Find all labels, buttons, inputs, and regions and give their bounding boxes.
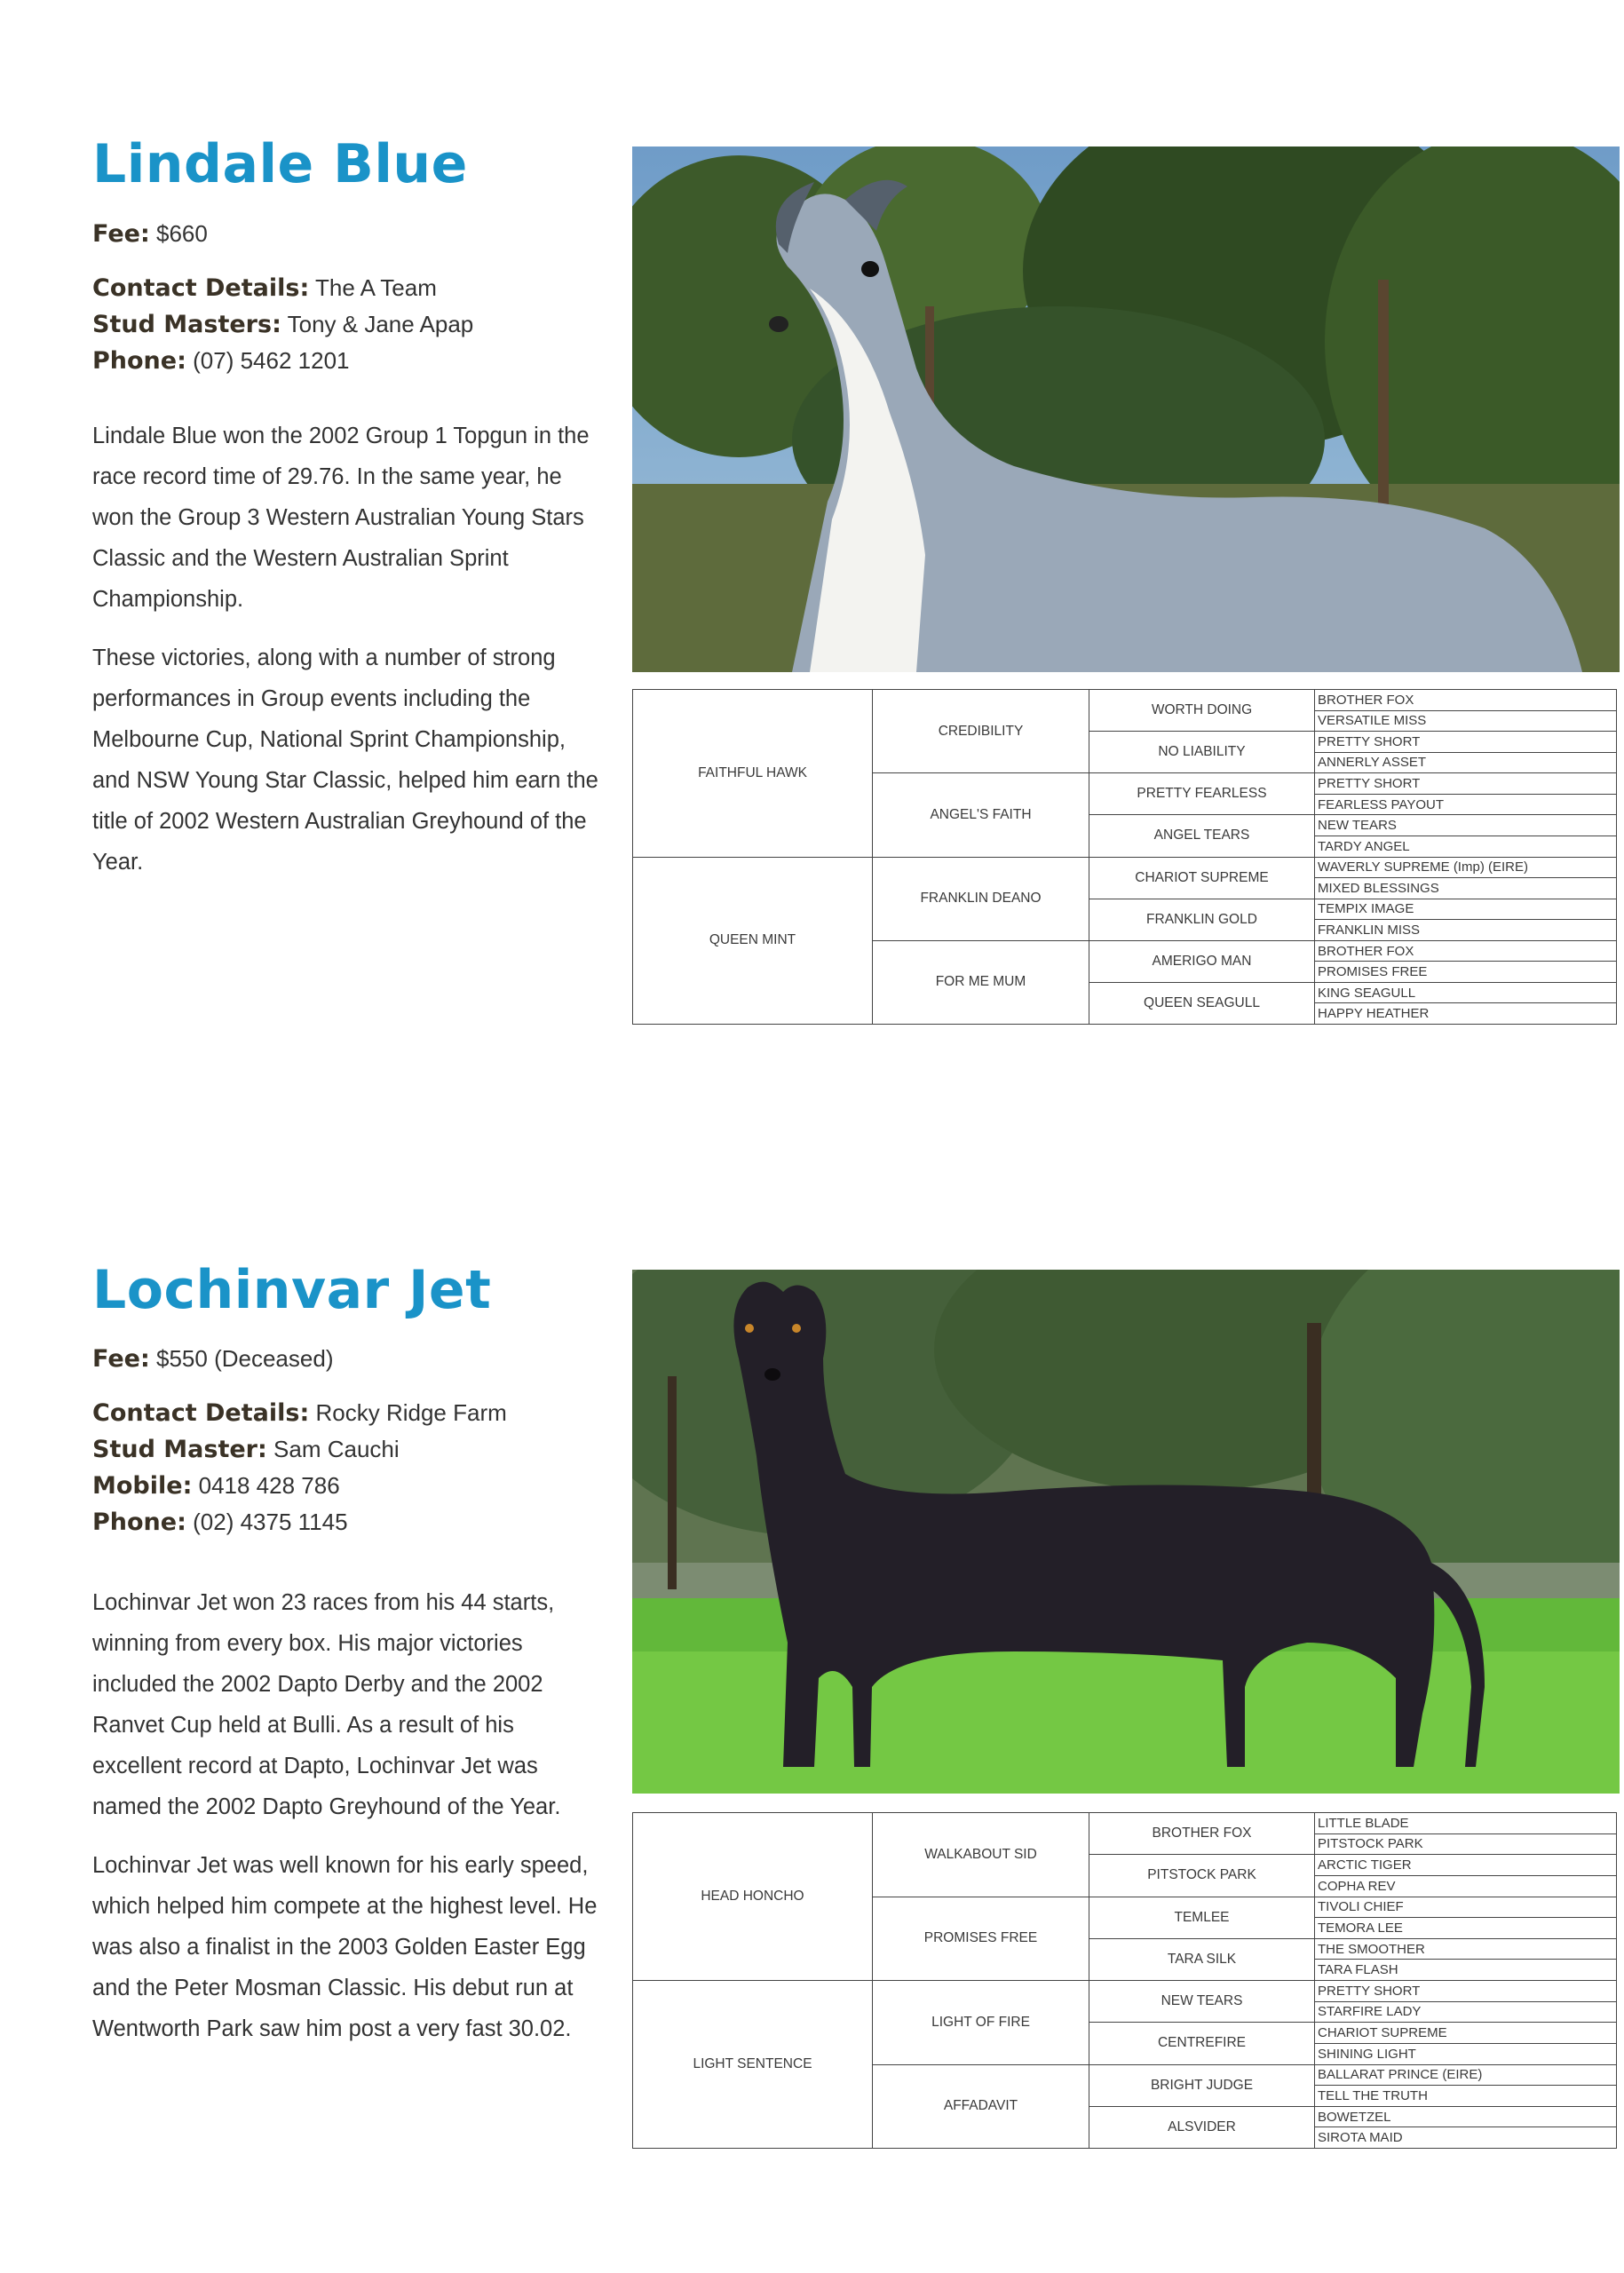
pedigree-ancestor: BOWETZEL: [1315, 2106, 1617, 2127]
dog-photo: [632, 1270, 1620, 1794]
stud-master-line: Stud Master: Sam Cauchi: [92, 1436, 400, 1463]
pedigree-ancestor: TEMPIX IMAGE: [1315, 899, 1617, 920]
pedigree-great-grandparent: NEW TEARS: [1089, 1981, 1315, 2023]
pedigree-ancestor: PRETTY SHORT: [1315, 1981, 1617, 2002]
description-paragraph: Lochinvar Jet won 23 races from his 44 starts, winning from every box. His major victories included the 2002 Dapto Derby and the 2002 Ranvet Cup held at Bulli. As a result of his excellent record at Dapto, Lochinvar Jet was named the 2002 Dapto Greyhound of the Year.: [92, 1590, 561, 1819]
pedigree-great-grandparent: TEMLEE: [1089, 1897, 1315, 1938]
phone-line: Phone: (07) 5462 1201: [92, 347, 350, 375]
pedigree-ancestor: ANNERLY ASSET: [1315, 752, 1617, 773]
pedigree-ancestor: PRETTY SHORT: [1315, 732, 1617, 753]
phone-line: Phone: (02) 4375 1145: [92, 1509, 348, 1536]
pedigree-table: [632, 1812, 1617, 2149]
pedigree-grandparent: PROMISES FREE: [873, 1897, 1089, 1981]
pedigree-ancestor: BALLARAT PRINCE (EIRE): [1315, 2064, 1617, 2086]
pedigree-sire: FAITHFUL HAWK: [633, 690, 873, 858]
dog-details: [92, 1345, 598, 1536]
pedigree-ancestor: PROMISES FREE: [1315, 962, 1617, 983]
description-paragraph: Lindale Blue won the 2002 Group 1 Topgun in the race record time of 29.76. In the same year, he won the Group 3 Western Australian Young Stars Classic and the Western Australian Sprint Championship.: [92, 424, 590, 612]
pedigree-grandparent: ANGEL'S FAITH: [873, 773, 1089, 857]
pedigree-grandparent: CREDIBILITY: [873, 690, 1089, 773]
pedigree-great-grandparent: CHARIOT SUPREME: [1089, 857, 1315, 899]
dog-name-heading: Lindale Blue: [92, 133, 468, 195]
pedigree-grandparent: FRANKLIN DEANO: [873, 857, 1089, 940]
pedigree-ancestor: HAPPY HEATHER: [1315, 1003, 1617, 1025]
greyhound-photo-illustration: [632, 1270, 1620, 1794]
pedigree-ancestor: MIXED BLESSINGS: [1315, 878, 1617, 899]
pedigree-dam: QUEEN MINT: [633, 857, 873, 1025]
fee-line: Fee: $660: [92, 220, 208, 248]
pedigree-grandparent: LIGHT OF FIRE: [873, 1981, 1089, 2065]
pedigree-ancestor: COPHA REV: [1315, 1875, 1617, 1897]
pedigree-great-grandparent: WORTH DOING: [1089, 690, 1315, 732]
dog-details: [92, 220, 598, 375]
pedigree-ancestor: SHINING LIGHT: [1315, 2043, 1617, 2064]
pedigree-table: [632, 689, 1617, 1025]
pedigree-great-grandparent: BRIGHT JUDGE: [1089, 2064, 1315, 2106]
pedigree-sire: HEAD HONCHO: [633, 1813, 873, 1981]
pedigree-ancestor: TARA FLASH: [1315, 1960, 1617, 1981]
pedigree-ancestor: NEW TEARS: [1315, 815, 1617, 836]
description-paragraph: These victories, along with a number of strong performances in Group events including the Melbourne Cup, National Sprint Championship, and NSW Young Star Classic, helped him earn the title of 2002 Western Australian Greyhound of the Year.: [92, 645, 598, 875]
dog-description: [92, 416, 607, 900]
pedigree-ancestor: STARFIRE LADY: [1315, 2001, 1617, 2023]
pedigree-ancestor: BROTHER FOX: [1315, 690, 1617, 711]
pedigree-ancestor: KING SEAGULL: [1315, 982, 1617, 1003]
pedigree-ancestor: SIROTA MAID: [1315, 2127, 1617, 2149]
dog-description: [92, 1582, 607, 2067]
pedigree-dam: LIGHT SENTENCE: [633, 1981, 873, 2149]
fee-line: Fee: $550 (Deceased): [92, 1345, 334, 1373]
pedigree-great-grandparent: ANGEL TEARS: [1089, 815, 1315, 857]
stud-entry-lindale-blue: [0, 0, 1624, 1110]
pedigree-ancestor: PRETTY SHORT: [1315, 773, 1617, 795]
pedigree-great-grandparent: BROTHER FOX: [1089, 1813, 1315, 1855]
pedigree-ancestor: PITSTOCK PARK: [1315, 1833, 1617, 1855]
pedigree-ancestor: FRANKLIN MISS: [1315, 920, 1617, 941]
pedigree-ancestor: BROTHER FOX: [1315, 940, 1617, 962]
pedigree-ancestor: CHARIOT SUPREME: [1315, 2023, 1617, 2044]
pedigree-ancestor: THE SMOOTHER: [1315, 1938, 1617, 1960]
pedigree-great-grandparent: PRETTY FEARLESS: [1089, 773, 1315, 815]
pedigree-grandparent: AFFADAVIT: [873, 2064, 1089, 2149]
pedigree-great-grandparent: CENTREFIRE: [1089, 2023, 1315, 2064]
pedigree-great-grandparent: TARA SILK: [1089, 1938, 1315, 1980]
pedigree-ancestor: FEARLESS PAYOUT: [1315, 794, 1617, 815]
pedigree-grandparent: FOR ME MUM: [873, 940, 1089, 1024]
dog-photo: [632, 147, 1620, 672]
greyhound-photo-illustration: [632, 147, 1620, 672]
dog-name-heading: Lochinvar Jet: [92, 1259, 492, 1321]
mobile-line: Mobile: 0418 428 786: [92, 1472, 340, 1500]
pedigree-great-grandparent: FRANKLIN GOLD: [1089, 899, 1315, 940]
pedigree-ancestor: VERSATILE MISS: [1315, 710, 1617, 732]
pedigree-great-grandparent: QUEEN SEAGULL: [1089, 982, 1315, 1024]
pedigree-great-grandparent: PITSTOCK PARK: [1089, 1855, 1315, 1897]
contact-line: Contact Details: The A Team: [92, 274, 437, 302]
stud-masters-line: Stud Masters: Tony & Jane Apap: [92, 311, 474, 338]
pedigree-ancestor: TEMORA LEE: [1315, 1918, 1617, 1939]
stud-entry-lochinvar-jet: [0, 1119, 1624, 2273]
pedigree-ancestor: TARDY ANGEL: [1315, 836, 1617, 857]
pedigree-great-grandparent: NO LIABILITY: [1089, 732, 1315, 773]
pedigree-ancestor: LITTLE BLADE: [1315, 1813, 1617, 1834]
pedigree-grandparent: WALKABOUT SID: [873, 1813, 1089, 1897]
pedigree-ancestor: ARCTIC TIGER: [1315, 1855, 1617, 1876]
pedigree-great-grandparent: AMERIGO MAN: [1089, 940, 1315, 982]
description-paragraph: Lochinvar Jet was well known for his early speed, which helped him compete at the highest level. He was also a finalist in the 2003 Golden Easter Egg and the Peter Mosman Classic. His debut run at Wentworth Park saw him post a very fast 30.02.: [92, 1853, 598, 2041]
pedigree-ancestor: WAVERLY SUPREME (Imp) (EIRE): [1315, 857, 1617, 878]
pedigree-ancestor: TELL THE TRUTH: [1315, 2086, 1617, 2107]
contact-line: Contact Details: Rocky Ridge Farm: [92, 1399, 507, 1427]
pedigree-ancestor: TIVOLI CHIEF: [1315, 1897, 1617, 1918]
pedigree-great-grandparent: ALSVIDER: [1089, 2106, 1315, 2148]
